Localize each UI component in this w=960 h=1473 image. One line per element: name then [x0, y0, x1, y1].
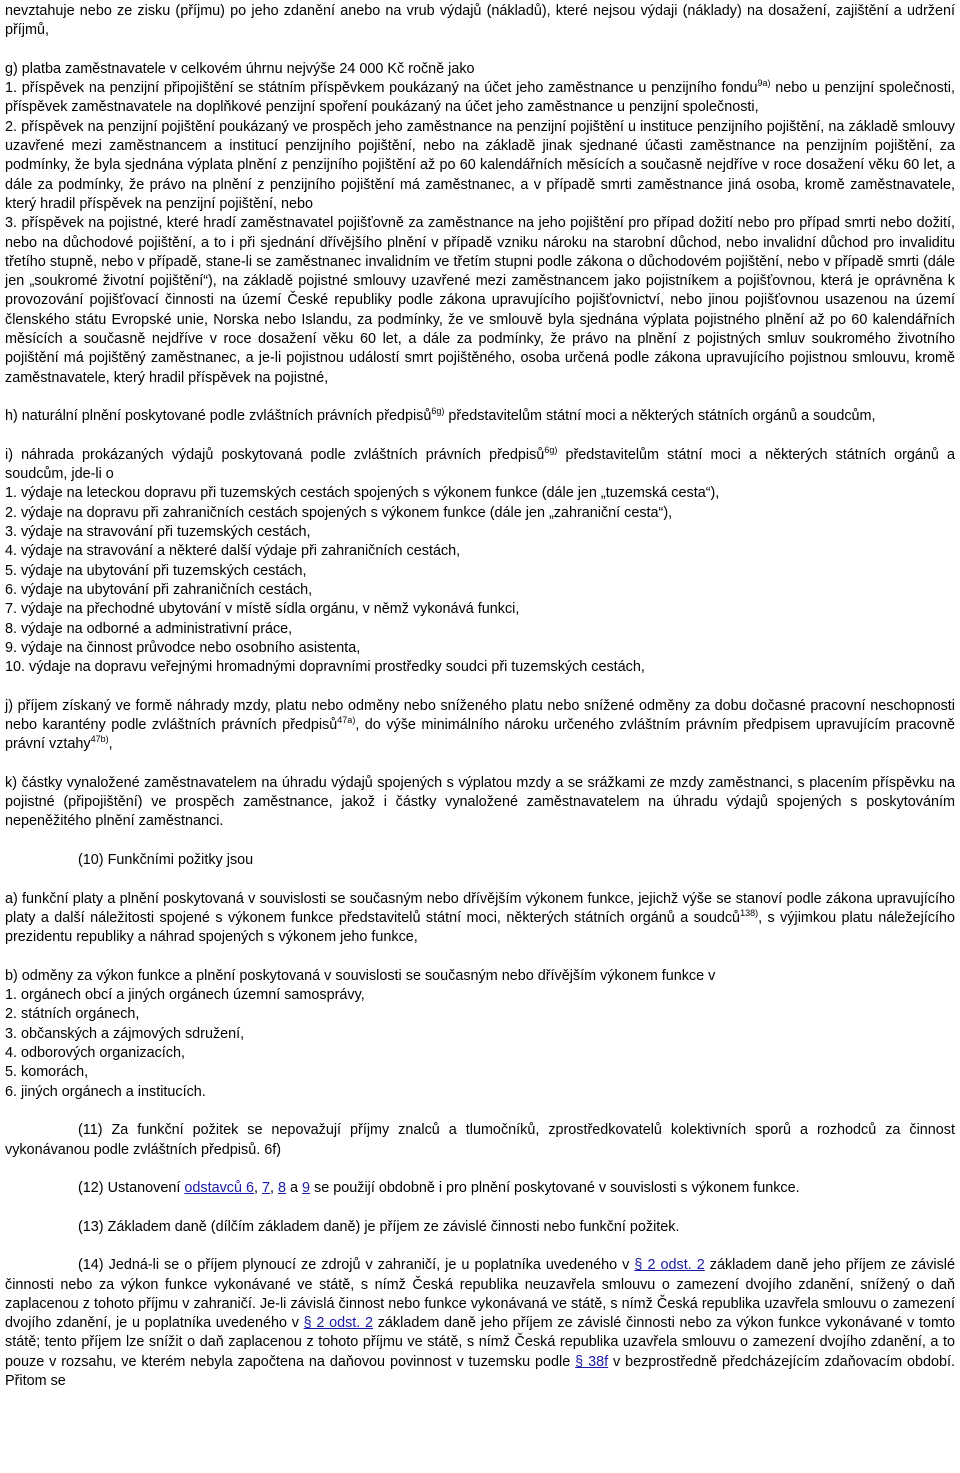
- text-run: ,: [270, 1180, 279, 1197]
- text-run: h) naturální plnění poskytované podle zvláštních právních předpisů: [5, 408, 432, 425]
- text-run: představitelům státní moci a některých státních orgánů a soudcům, jde-li o: [5, 446, 956, 483]
- item-h: [5, 407, 955, 426]
- text-run: představitelům státní moci a některých státních orgánů a soudcům,: [444, 408, 876, 425]
- item-j: [5, 697, 955, 755]
- section-12: [5, 1179, 955, 1198]
- text-run: nebo u penzijní společnosti, příspěvek zaměstnavatele na doplňkové penzijní spoření poukázaný na účet jeho zaměstnance u penzijní společnosti,: [5, 80, 955, 116]
- text-run: , s výjimkou platu náležejícího prezidentu republiky a náhrad spojených s výkonem jeho funkce,: [5, 909, 955, 946]
- text-run: a: [286, 1180, 303, 1197]
- text-run: a) funkční platy a plnění poskytovaná v souvislosti se současným nebo dřívějším výkonem funkce, jejichž výše se stanoví podle zákona upravujícího platy a další náležitosti spojené s výkonem funkce představitelů státní moci, některých státních orgánů a soudců: [5, 890, 955, 926]
- footnote-ref[interactable]: 47a): [337, 715, 356, 726]
- text-run: j) příjem získaný ve formě náhrady mzdy, platu nebo odměny nebo sníženého platu nebo snížené odměny za dobu dočasné pracovní neschopnosti nebo karantény podle zvláštních právních předpisů: [5, 697, 955, 733]
- list-item: 4. odborových organizacích,: [5, 1045, 185, 1062]
- text-run: (14) Jedná-li se o příjem plynoucí ze zdrojů v zahraničí, je u poplatníka uvedeného v: [78, 1257, 635, 1274]
- item-g-point-1: [5, 79, 955, 118]
- text-run: ,: [254, 1180, 262, 1197]
- footnote-ref[interactable]: 6g): [431, 406, 445, 417]
- list-item: 2. výdaje na dopravu při zahraničních cestách spojených s výkonem funkce (dále jen „zahraniční cesta“),: [5, 504, 673, 521]
- link-par-2-odst-2-second[interactable]: § 2 odst. 2: [303, 1315, 374, 1332]
- section-10-heading: (10) Funkčními požitky jsou: [78, 852, 254, 869]
- link-par-2-odst-2[interactable]: § 2 odst. 2: [634, 1257, 705, 1274]
- text-run: i) náhrada prokázaných výdajů poskytovaná podle zvláštních právních předpisů: [5, 446, 545, 463]
- list-item: 3. výdaje na stravování při tuzemských cestách,: [5, 524, 311, 541]
- footnote-ref[interactable]: 138): [740, 908, 759, 919]
- item-g-intro: g) platba zaměstnavatele v celkovém úhrnu nejvýše 24 000 Kč ročně jako: [5, 60, 475, 77]
- text-run: se použijí obdobně i pro plnění poskytované v souvislosti s výkonem funkce.: [310, 1180, 800, 1197]
- list-item: 1. výdaje na leteckou dopravu při tuzemských cestách spojených s výkonem funkce (dále jen „tuzemská cesta“),: [5, 485, 720, 502]
- text-run: základem daně jeho příjem ze závislé činnosti nebo za výkon funkce vykonávané v tomto státě; tento příjem lze snížit o daň zaplacenou z tohoto příjmu ve státě, s nímž Česká republika uzavřela smlouvu o zamezení dvojího zdanění, a to pouze v rozsahu, ve kterém nebyla započtena na daňovou povinnost v tuzemsku podle: [5, 1315, 955, 1370]
- text-run: (12) Ustanovení: [78, 1180, 185, 1197]
- list-item: 8. výdaje na odborné a administrativní práce,: [5, 620, 293, 637]
- item-g-point-3: 3. příspěvek na pojistné, které hradí zaměstnavatel pojišťovně za zaměstnance na jeho pojištění pro případ dožití nebo pro případ smrti nebo dožití, nebo na důchodové pojištění, a to i při sjednání dřívějšího plnění v případě vzniku nároku na starobní důchod, nebo invalidní důchod pro invaliditu třetího stupně, nebo v případě, stane-li se zaměstnanec invalidním ve třetím stupni podle zákona o důchodovém pojištění, nebo v případě smrti (dále jen „soukromé životní pojištění“), na základě pojistné smlouvy uzavřené mezi zaměstnancem jako pojistníkem a pojišťovnou, která je oprávněna k provozování pojišťovací činnosti na území České republiky podle zákona upravujícího pojišťovnictví, nebo jinou pojišťovnou usazenou na území členského státu Evropské unie, Norska nebo Islandu, za podmínky, že ve smlouvě byla sjednána výplata pojistného plnění až po 60 kalendářních měsících a současně nejdříve v roce dosažení věku 60 let, a dále za podmínky, že právo na plnění z pojistných smluv soukromého životního pojištění má pojištěný zaměstnanec, a je-li pojistnou událostí smrt pojištěného, osoba určená podle zákona upravujícího pojistnou smlouvu, kromě zaměstnavatele, který hradil příspěvek na pojistné,: [5, 215, 955, 386]
- footnote-ref[interactable]: 47b): [90, 734, 109, 745]
- text-run: , do výše minimálního nároku určeného zvláštním právním předpisem upravujícím pracovně právní vztahy: [5, 716, 955, 753]
- item-k: k) částky vynaložené zaměstnavatelem na úhradu výdajů spojených s výplatou mzdy a se srážkami ze mzdy zaměstnanci, s placením příspěvku na pojistné (připojištění) ve prospěch zaměstnance, jakož i částky vynaložené zaměstnavatelem na úhradu výdajů spojených s poskytováním nepeněžitého plnění zaměstnanci.: [5, 774, 955, 830]
- text-run: 1. příspěvek na penzijní připojištění se státním příspěvkem poukázaný na účet jeho zaměstnance u penzijního fondu: [5, 80, 758, 97]
- section-10-item-a: [5, 890, 955, 948]
- list-item: 3. občanských a zájmových sdružení,: [5, 1025, 245, 1042]
- link-odstavec-9[interactable]: 9: [302, 1180, 311, 1197]
- section-13: (13) Základem daně (dílčím základem daně) je příjem ze závislé činnosti nebo funkční požitek.: [78, 1218, 680, 1235]
- item-g-point-2: 2. příspěvek na penzijní pojištění poukázaný ve prospěch jeho zaměstnance na penzijní pojištění u instituce penzijního pojištění, na základě smlouvy uzavřené mezi zaměstnancem a institucí penzijního pojištění, nebo na základě jinak sjednané účasti zaměstnance na penzijním pojištění, za podmínky, že byla sjednána výplata plnění z penzijního pojištění až po 60 kalendářních měsících a současně nejdříve v roce dosažení věku 60 let, a dále za podmínky, že právo na plnění z penzijního pojištění má zaměstnanec, a v případě smrti zaměstnance jiná osoba, kromě zaměstnavatele, který hradil příspěvek na penzijní pojištění, nebo: [5, 118, 955, 212]
- link-odstavec-7[interactable]: 7: [262, 1180, 271, 1197]
- section-14: [5, 1256, 955, 1391]
- list-item: 6. jiných orgánech a institucích.: [5, 1083, 206, 1100]
- list-item: 7. výdaje na přechodné ubytování v místě sídla orgánu, v němž vykonává funkci,: [5, 601, 520, 618]
- footnote-ref[interactable]: 6g): [544, 445, 558, 456]
- list-item: 9. výdaje na činnost průvodce nebo osobního asistenta,: [5, 639, 361, 656]
- list-item: 5. komorách,: [5, 1064, 89, 1081]
- list-item: 10. výdaje na dopravu veřejnými hromadnými dopravními prostředky soudci při tuzemských cestách,: [5, 659, 645, 676]
- list-item: 5. výdaje na ubytování při tuzemských cestách,: [5, 562, 307, 579]
- list-item: 2. státních orgánech,: [5, 1006, 140, 1023]
- link-odstavec-8[interactable]: 8: [278, 1180, 287, 1197]
- footnote-ref[interactable]: 9a): [757, 78, 771, 89]
- text-run: v bezprostředně předcházejícím zdaňovacím období. Přitom se: [5, 1353, 955, 1390]
- paragraph-continuation: nevztahuje nebo ze zisku (příjmu) po jeho zdanění anebo na vrub výdajů (nákladů), které nejsou výdaji (náklady) na dosažení, zajištění a udržení příjmů,: [5, 3, 955, 39]
- link-odstavcu-6[interactable]: odstavců 6: [184, 1180, 254, 1197]
- text-run: základem daně jeho příjem ze závislé činnosti nebo za výkon funkce vykonávané ve státě, s nímž Česká republika neuzavřela smlouvu o zamezení dvojího zdanění, snížený o daň zaplacenou z tohoto příjmu v zahraničí. Je-li závislá činnost nebo funkce vykonávaná ve státě, s nímž Česká republika uzavřela smlouvu o zamezení dvojího zdanění, je u poplatníka uvedeného v: [5, 1257, 955, 1332]
- text-run: ,: [108, 736, 113, 753]
- item-i: [5, 446, 955, 485]
- link-par-38f[interactable]: § 38f: [575, 1353, 609, 1370]
- list-item: 1. orgánech obcí a jiných orgánech územní samosprávy,: [5, 987, 365, 1004]
- section-11: (11) Za funkční požitek se nepovažují příjmy znalců a tlumočníků, zprostředkovatelů kolektivních sporů a rozhodců za činnost vykonávanou podle zvláštních předpisů. 6f): [5, 1122, 955, 1158]
- list-item: 4. výdaje na stravování a některé další výdaje při zahraničních cestách,: [5, 543, 461, 560]
- section-10-item-b: b) odměny za výkon funkce a plnění poskytovaná v souvislosti se současným nebo dřívějším výkonem funkce v: [5, 967, 716, 984]
- list-item: 6. výdaje na ubytování při zahraničních cestách,: [5, 581, 313, 598]
